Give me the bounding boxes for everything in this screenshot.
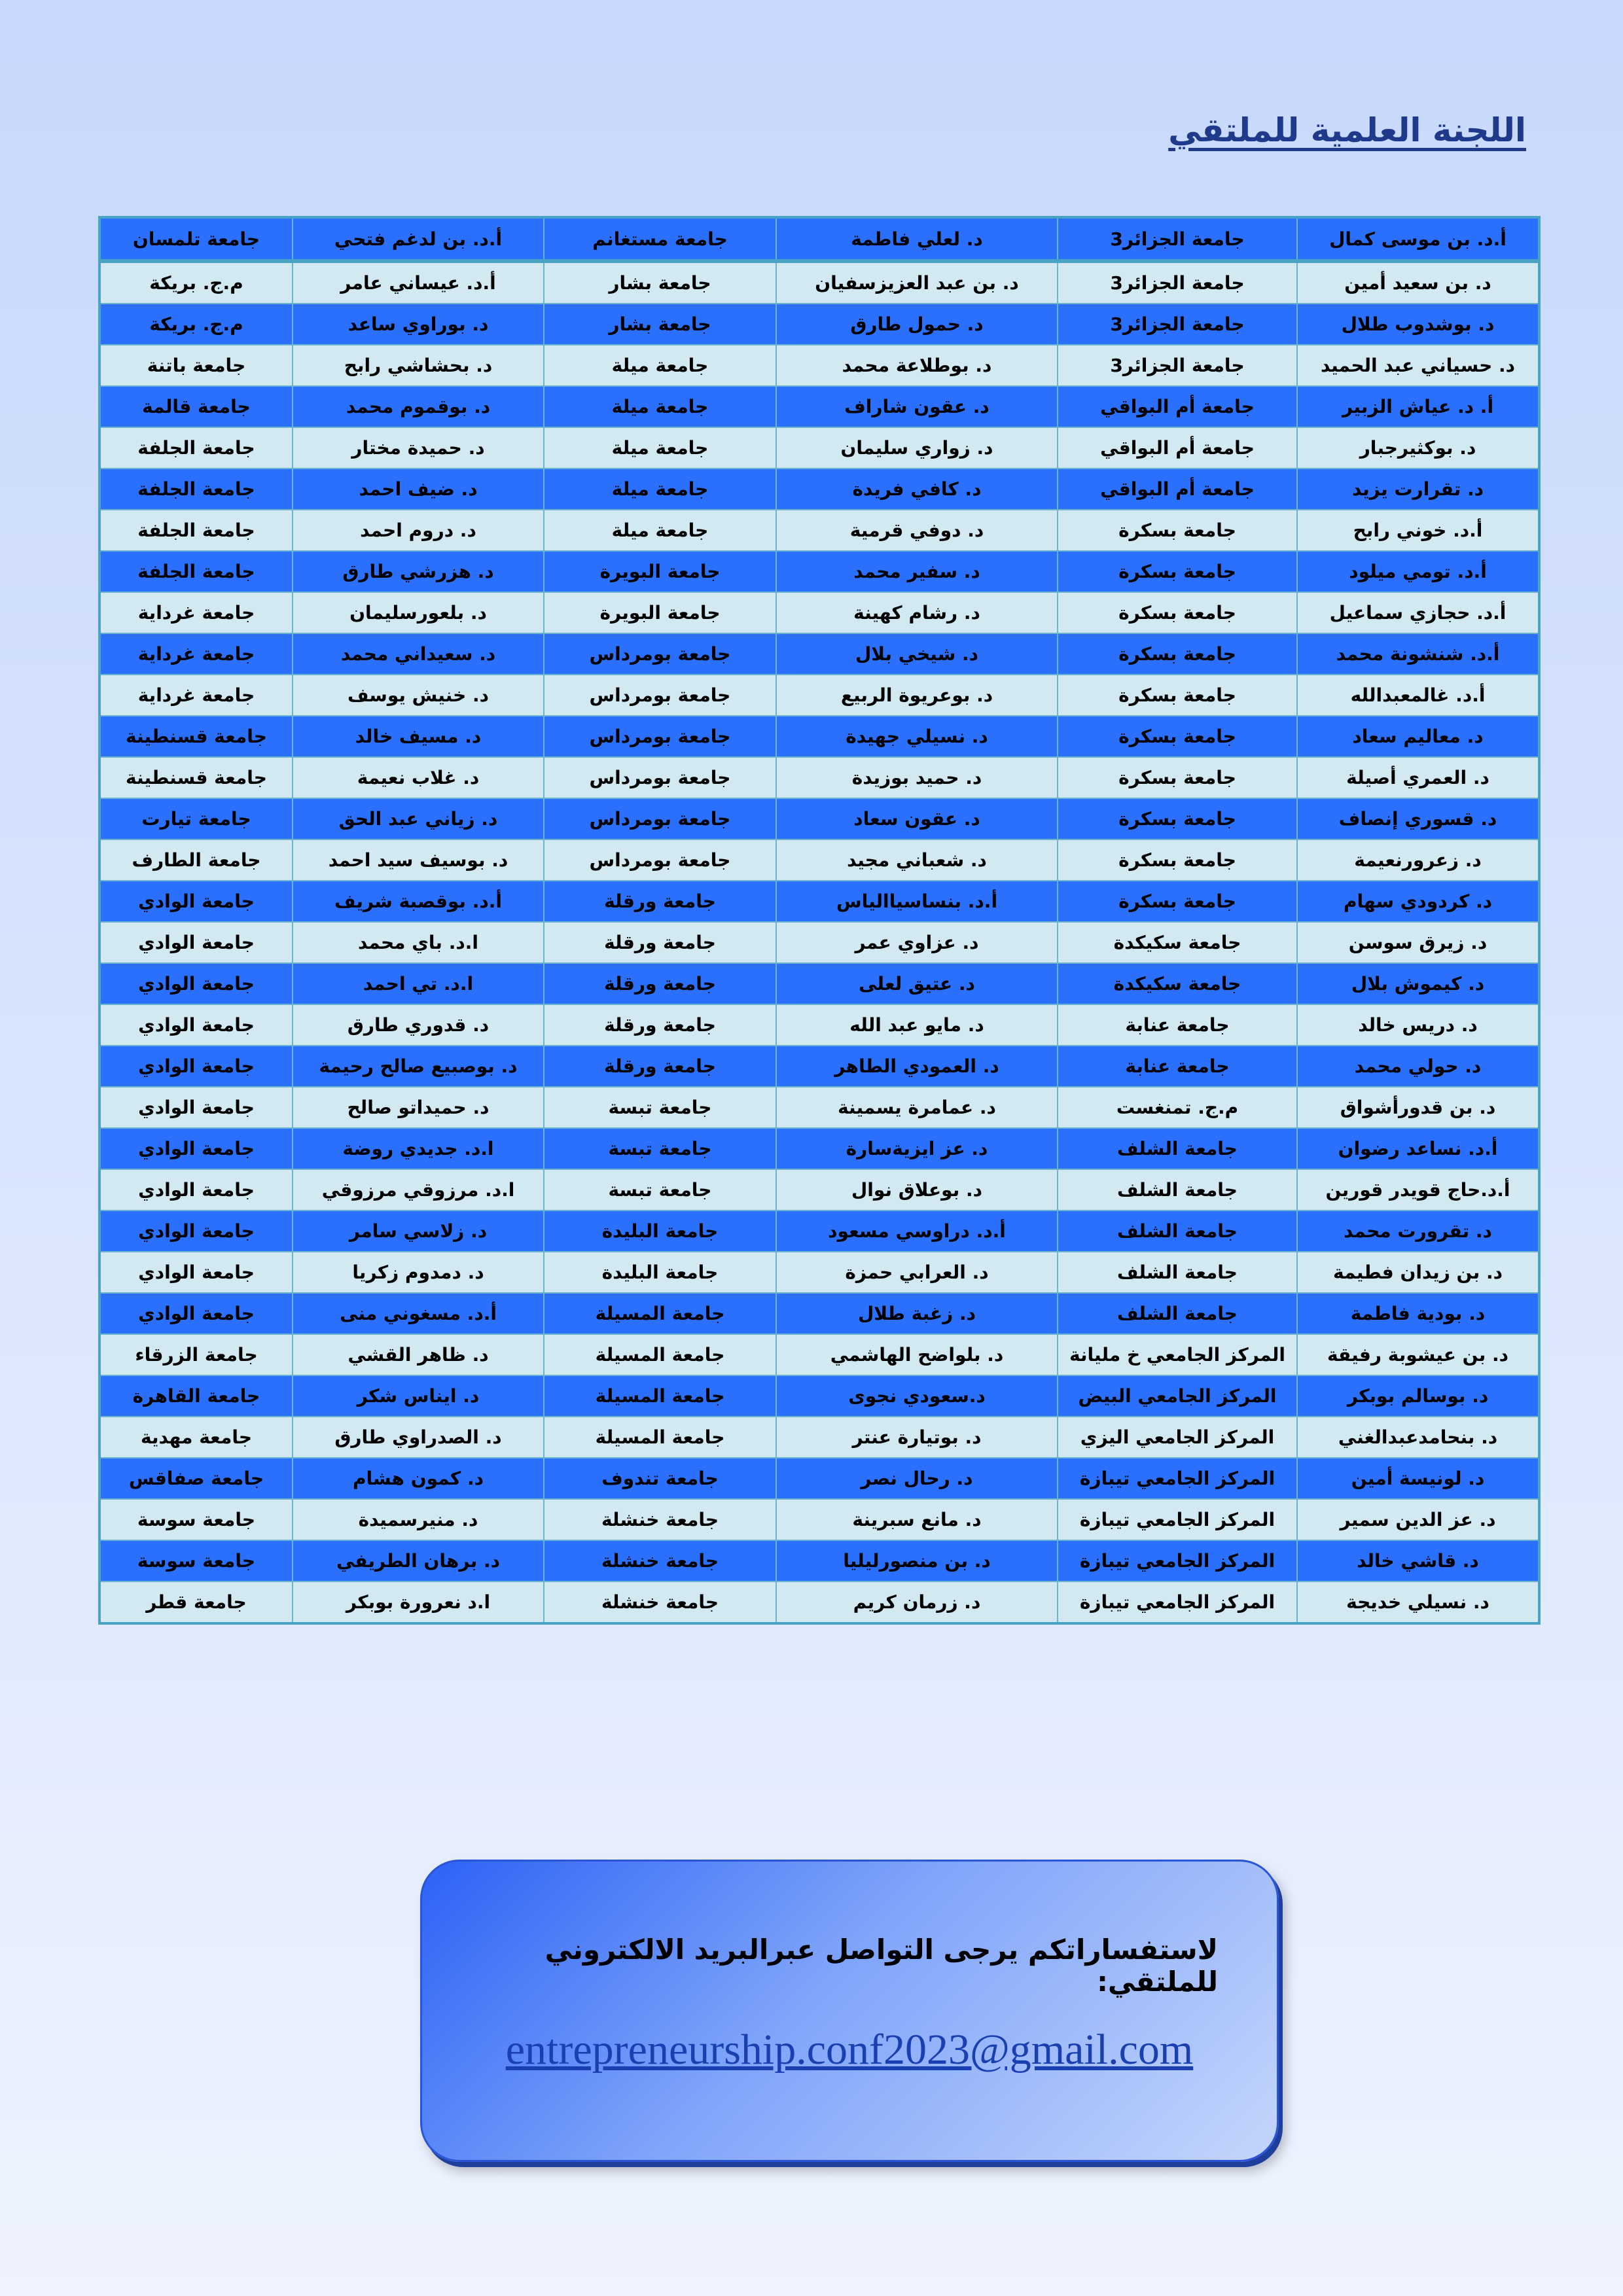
- member-name-cell: د. حميداتو صالح: [293, 1087, 544, 1128]
- member-name-cell: د. بوعلاق نوال: [776, 1169, 1058, 1210]
- table-row: [99, 1375, 1539, 1417]
- table-row: [99, 1252, 1539, 1293]
- affiliation-cell: المركز الجامعي اليزي: [1058, 1417, 1297, 1458]
- member-name-cell: د. دريس خالد: [1297, 1004, 1539, 1046]
- member-name-cell: د. قسوري إنصاف: [1297, 798, 1539, 839]
- affiliation-cell: جامعة ميلة: [544, 386, 776, 427]
- affiliation-cell: جامعة قالمة: [99, 386, 293, 427]
- affiliation-cell: جامعة البويرة: [544, 592, 776, 633]
- member-name-cell: د. بوكثيرجبار: [1297, 427, 1539, 468]
- affiliation-cell: جامعة بسكرة: [1058, 881, 1297, 922]
- table-row: [99, 675, 1539, 716]
- member-name-cell: د. خنيش يوسف: [293, 675, 544, 716]
- member-name-cell: د. زواري سليمان: [776, 427, 1058, 468]
- affiliation-cell: جامعة الوادي: [99, 1128, 293, 1169]
- member-name-cell: د. زغبة طلال: [776, 1293, 1058, 1334]
- member-name-cell: د. تقرورت محمد: [1297, 1210, 1539, 1252]
- member-name-cell: د. كيموش بلال: [1297, 963, 1539, 1004]
- affiliation-cell: جامعة الجزائر3: [1058, 304, 1297, 345]
- member-name-cell: د. بوسالم بوبكر: [1297, 1375, 1539, 1417]
- member-name-cell: أ.د. عيساني عامر: [293, 261, 544, 304]
- table-row: [99, 881, 1539, 922]
- affiliation-cell: جامعة بسكرة: [1058, 551, 1297, 592]
- table-row: [99, 963, 1539, 1004]
- affiliation-cell: جامعة الوادي: [99, 1087, 293, 1128]
- member-name-cell: د. عزاوي عمر: [776, 922, 1058, 963]
- member-name-cell: د. برهان الطريفي: [293, 1540, 544, 1581]
- table-row: [99, 1004, 1539, 1046]
- affiliation-cell: جامعة أم البواقي: [1058, 427, 1297, 468]
- member-name-cell: د. زيرق سوسن: [1297, 922, 1539, 963]
- affiliation-cell: جامعة غرداية: [99, 675, 293, 716]
- affiliation-cell: جامعة عنابة: [1058, 1004, 1297, 1046]
- affiliation-cell: جامعة تلمسان: [99, 217, 293, 261]
- member-name-cell: د. تقرارت يزيد: [1297, 468, 1539, 510]
- member-name-cell: د. بن قدورأشواق: [1297, 1087, 1539, 1128]
- member-name-cell: د. زعرورنعيمة: [1297, 839, 1539, 881]
- affiliation-cell: جامعة بشار: [544, 261, 776, 304]
- member-name-cell: د. العمري أصيلة: [1297, 757, 1539, 798]
- affiliation-cell: جامعة ميلة: [544, 427, 776, 468]
- member-name-cell: ا.د. باي محمد: [293, 922, 544, 963]
- member-name-cell: د. شعباني مجيد: [776, 839, 1058, 881]
- member-name-cell: د. عز الدين سمير: [1297, 1499, 1539, 1540]
- member-name-cell: أ.د.حاج قويدر قورين: [1297, 1169, 1539, 1210]
- member-name-cell: د. منيرسميدة: [293, 1499, 544, 1540]
- member-name-cell: د. رشام كهينة: [776, 592, 1058, 633]
- affiliation-cell: جامعة ورقلة: [544, 1004, 776, 1046]
- table-row: [99, 510, 1539, 551]
- table-row: [99, 1128, 1539, 1169]
- table-row: [99, 1458, 1539, 1499]
- member-name-cell: د. بوسيف سيد احمد: [293, 839, 544, 881]
- member-name-cell: د. قدوري طارق: [293, 1004, 544, 1046]
- affiliation-cell: جامعة غرداية: [99, 633, 293, 675]
- affiliation-cell: جامعة الجلفة: [99, 427, 293, 468]
- affiliation-cell: جامعة تبسة: [544, 1169, 776, 1210]
- scientific-committee-table: [98, 216, 1541, 1625]
- table-header-row: [99, 217, 1539, 261]
- affiliation-cell: جامعة المسيلة: [544, 1334, 776, 1375]
- affiliation-cell: المركز الجامعي تيبازة: [1058, 1581, 1297, 1623]
- affiliation-cell: جامعة قطر: [99, 1581, 293, 1623]
- member-name-cell: د. بوطلاعة محمد: [776, 345, 1058, 386]
- affiliation-cell: جامعة قسنطينة: [99, 716, 293, 757]
- affiliation-cell: جامعة الشلف: [1058, 1169, 1297, 1210]
- member-name-cell: د. بوشدوب طلال: [1297, 304, 1539, 345]
- affiliation-cell: جامعة الوادي: [99, 1004, 293, 1046]
- table-row: [99, 1499, 1539, 1540]
- affiliation-cell: م.ج. بريكة: [99, 261, 293, 304]
- member-name-cell: د. سفير محمد: [776, 551, 1058, 592]
- affiliation-cell: جامعة سكيكدة: [1058, 922, 1297, 963]
- affiliation-cell: جامعة تندوف: [544, 1458, 776, 1499]
- affiliation-cell: جامعة باتنة: [99, 345, 293, 386]
- member-name-cell: د. مسيف خالد: [293, 716, 544, 757]
- affiliation-cell: جامعة الوادي: [99, 922, 293, 963]
- member-name-cell: أ.د. بنساسياالياس: [776, 881, 1058, 922]
- member-name-cell: د. عتيق لعلى: [776, 963, 1058, 1004]
- member-name-cell: أ.د. غالمعبدالله: [1297, 675, 1539, 716]
- table-row: [99, 1169, 1539, 1210]
- member-name-cell: د. العمودي الطاهر: [776, 1046, 1058, 1087]
- member-name-cell: د. حميد بوزيدة: [776, 757, 1058, 798]
- affiliation-cell: جامعة الجزائر3: [1058, 217, 1297, 261]
- affiliation-cell: جامعة عنابة: [1058, 1046, 1297, 1087]
- member-name-cell: د. لونيسة أمين: [1297, 1458, 1539, 1499]
- member-name-cell: ا.د. جديدي روضة: [293, 1128, 544, 1169]
- affiliation-cell: جامعة تبسة: [544, 1128, 776, 1169]
- member-name-cell: د. بنحامدعبدالغني: [1297, 1417, 1539, 1458]
- table-row: [99, 386, 1539, 427]
- member-name-cell: د. زياني عبد الحق: [293, 798, 544, 839]
- member-name-cell: د. كردودي سهام: [1297, 881, 1539, 922]
- affiliation-cell: جامعة الشلف: [1058, 1128, 1297, 1169]
- affiliation-cell: جامعة الوادي: [99, 1293, 293, 1334]
- table-row: [99, 1581, 1539, 1623]
- member-name-cell: د. بوصبيع صالح رحيمة: [293, 1046, 544, 1087]
- member-name-cell: د. حميدة مختار: [293, 427, 544, 468]
- member-name-cell: د. نسيلي خديجة: [1297, 1581, 1539, 1623]
- member-name-cell: د. العرابي حمزة: [776, 1252, 1058, 1293]
- member-name-cell: د. بوقموم محمد: [293, 386, 544, 427]
- table-row: [99, 1417, 1539, 1458]
- affiliation-cell: جامعة الوادي: [99, 1210, 293, 1252]
- affiliation-cell: جامعة تيارت: [99, 798, 293, 839]
- affiliation-cell: جامعة بومرداس: [544, 633, 776, 675]
- member-name-cell: أ.د. تومي ميلود: [1297, 551, 1539, 592]
- member-name-cell: أ.د. نساعد رضوان: [1297, 1128, 1539, 1169]
- affiliation-cell: جامعة ورقلة: [544, 1046, 776, 1087]
- affiliation-cell: جامعة القاهرة: [99, 1375, 293, 1417]
- affiliation-cell: جامعة ورقلة: [544, 963, 776, 1004]
- affiliation-cell: جامعة سوسة: [99, 1540, 293, 1581]
- affiliation-cell: جامعة بسكرة: [1058, 633, 1297, 675]
- table-row: [99, 757, 1539, 798]
- contact-text: لاستفساراتكم يرجى التواصل عبرالبريد الالكتروني للملتقي:: [544, 1934, 1218, 1998]
- page-title: اللجنة العلمية للملتقي: [1168, 111, 1526, 149]
- member-name-cell: د. بن زيدان فطيمة: [1297, 1252, 1539, 1293]
- member-name-cell: د. شيخي بلال: [776, 633, 1058, 675]
- affiliation-cell: جامعة الوادي: [99, 1252, 293, 1293]
- affiliation-cell: جامعة الشلف: [1058, 1210, 1297, 1252]
- member-name-cell: د. قاشي خالد: [1297, 1540, 1539, 1581]
- table-row: [99, 1087, 1539, 1128]
- member-name-cell: د. حولي محمد: [1297, 1046, 1539, 1087]
- member-name-cell: د. عقون سعاد: [776, 798, 1058, 839]
- member-name-cell: د. دمدوم زكريا: [293, 1252, 544, 1293]
- affiliation-cell: جامعة الجلفة: [99, 551, 293, 592]
- member-name-cell: د. ظاهر القشي: [293, 1334, 544, 1375]
- affiliation-cell: جامعة الوادي: [99, 1046, 293, 1087]
- affiliation-cell: جامعة غرداية: [99, 592, 293, 633]
- affiliation-cell: جامعة الزرقاء: [99, 1334, 293, 1375]
- affiliation-cell: جامعة خنشلة: [544, 1581, 776, 1623]
- affiliation-cell: جامعة البليدة: [544, 1252, 776, 1293]
- affiliation-cell: جامعة الطارف: [99, 839, 293, 881]
- member-name-cell: د. مايو عبد الله: [776, 1004, 1058, 1046]
- table-row: [99, 1046, 1539, 1087]
- member-name-cell: د. كافي فريدة: [776, 468, 1058, 510]
- member-name-cell: د. نسيلي جهيدة: [776, 716, 1058, 757]
- affiliation-cell: جامعة بومرداس: [544, 757, 776, 798]
- member-name-cell: د. حسياني عبد الحميد: [1297, 345, 1539, 386]
- table-row: [99, 427, 1539, 468]
- affiliation-cell: جامعة بسكرة: [1058, 798, 1297, 839]
- affiliation-cell: جامعة البويرة: [544, 551, 776, 592]
- affiliation-cell: جامعة بسكرة: [1058, 510, 1297, 551]
- member-name-cell: د. بن سعيد أمين: [1297, 261, 1539, 304]
- member-name-cell: د. بودية فاطمة: [1297, 1293, 1539, 1334]
- member-name-cell: د. سعيداني محمد: [293, 633, 544, 675]
- member-name-cell: أ.د. بن موسى كمال: [1297, 217, 1539, 261]
- member-name-cell: د. بن عيشوبة رفيقة: [1297, 1334, 1539, 1375]
- member-name-cell: د. زرمان كريم: [776, 1581, 1058, 1623]
- affiliation-cell: جامعة بسكرة: [1058, 839, 1297, 881]
- affiliation-cell: جامعة بسكرة: [1058, 592, 1297, 633]
- affiliation-cell: جامعة ميلة: [544, 468, 776, 510]
- affiliation-cell: جامعة صفاقس: [99, 1458, 293, 1499]
- affiliation-cell: جامعة بومرداس: [544, 798, 776, 839]
- affiliation-cell: جامعة ورقلة: [544, 881, 776, 922]
- member-name-cell: د. بلواضح الهاشمي: [776, 1334, 1058, 1375]
- member-name-cell: د. عقون شاراف: [776, 386, 1058, 427]
- affiliation-cell: جامعة بسكرة: [1058, 757, 1297, 798]
- affiliation-cell: جامعة بسكرة: [1058, 675, 1297, 716]
- member-name-cell: د. مانع سبرينة: [776, 1499, 1058, 1540]
- member-name-cell: د. كمون هشام: [293, 1458, 544, 1499]
- member-name-cell: أ. د. عياش الزبير: [1297, 386, 1539, 427]
- member-name-cell: د. الصدراوي طارق: [293, 1417, 544, 1458]
- member-name-cell: د. عمامرة يسمينة: [776, 1087, 1058, 1128]
- member-name-cell: أ.د. دراوسي مسعود: [776, 1210, 1058, 1252]
- table-row: [99, 551, 1539, 592]
- affiliation-cell: جامعة سكيكدة: [1058, 963, 1297, 1004]
- affiliation-cell: جامعة بومرداس: [544, 716, 776, 757]
- contact-email-link[interactable]: entrepreneurship.conf2023@gmail.com: [505, 2026, 1194, 2074]
- affiliation-cell: جامعة ميلة: [544, 345, 776, 386]
- table-row: [99, 633, 1539, 675]
- table-row: [99, 1293, 1539, 1334]
- affiliation-cell: م.ج. تمنغست: [1058, 1087, 1297, 1128]
- affiliation-cell: جامعة تبسة: [544, 1087, 776, 1128]
- member-name-cell: د. هزرشي طارق: [293, 551, 544, 592]
- affiliation-cell: جامعة خنشلة: [544, 1540, 776, 1581]
- affiliation-cell: جامعة أم البواقي: [1058, 386, 1297, 427]
- member-name-cell: د. معاليم سعاد: [1297, 716, 1539, 757]
- affiliation-cell: جامعة الشلف: [1058, 1293, 1297, 1334]
- member-name-cell: د. غلاب نعيمة: [293, 757, 544, 798]
- member-name-cell: أ.د. بن لدغم فتحي: [293, 217, 544, 261]
- member-name-cell: أ.د. مسغوني منى: [293, 1293, 544, 1334]
- affiliation-cell: جامعة أم البواقي: [1058, 468, 1297, 510]
- affiliation-cell: جامعة المسيلة: [544, 1293, 776, 1334]
- table-row: [99, 1334, 1539, 1375]
- member-name-cell: د. ايناس شكر: [293, 1375, 544, 1417]
- affiliation-cell: جامعة الجلفة: [99, 510, 293, 551]
- affiliation-cell: جامعة سوسة: [99, 1499, 293, 1540]
- affiliation-cell: جامعة مستغانم: [544, 217, 776, 261]
- member-name-cell: د. زلاسي سامر: [293, 1210, 544, 1252]
- affiliation-cell: جامعة بشار: [544, 304, 776, 345]
- member-name-cell: د. بوعريوة الربيع: [776, 675, 1058, 716]
- member-name-cell: أ.د. خوني رابح: [1297, 510, 1539, 551]
- table-row: [99, 304, 1539, 345]
- member-name-cell: د. بحشاشي رابح: [293, 345, 544, 386]
- member-name-cell: د. بوتيارة عنتر: [776, 1417, 1058, 1458]
- member-name-cell: أ.د. بوقصبة شريف: [293, 881, 544, 922]
- affiliation-cell: جامعة الشلف: [1058, 1252, 1297, 1293]
- table-row: [99, 798, 1539, 839]
- member-name-cell: د. بوراوي ساعد: [293, 304, 544, 345]
- affiliation-cell: المركز الجامعي خ مليانة: [1058, 1334, 1297, 1375]
- table-row: [99, 1210, 1539, 1252]
- affiliation-cell: المركز الجامعي البيض: [1058, 1375, 1297, 1417]
- table-row: [99, 922, 1539, 963]
- affiliation-cell: المركز الجامعي تيبازة: [1058, 1499, 1297, 1540]
- member-name-cell: د. بن منصورليليا: [776, 1540, 1058, 1581]
- member-name-cell: د. بلعورسليمان: [293, 592, 544, 633]
- member-name-cell: د. رحال نصر: [776, 1458, 1058, 1499]
- member-name-cell: أ.د. حجازي سماعيل: [1297, 592, 1539, 633]
- affiliation-cell: جامعة ميلة: [544, 510, 776, 551]
- table-row: [99, 261, 1539, 304]
- member-name-cell: د. عز ايزيةسارة: [776, 1128, 1058, 1169]
- affiliation-cell: جامعة خنشلة: [544, 1499, 776, 1540]
- affiliation-cell: جامعة الجزائر3: [1058, 261, 1297, 304]
- member-name-cell: د. دروم احمد: [293, 510, 544, 551]
- affiliation-cell: جامعة بسكرة: [1058, 716, 1297, 757]
- affiliation-cell: المركز الجامعي تيبازة: [1058, 1458, 1297, 1499]
- affiliation-cell: المركز الجامعي تيبازة: [1058, 1540, 1297, 1581]
- affiliation-cell: جامعة الجزائر3: [1058, 345, 1297, 386]
- affiliation-cell: م.ج. بريكة: [99, 304, 293, 345]
- member-name-cell: ا.د نعرورة بوبكر: [293, 1581, 544, 1623]
- member-name-cell: د.سعودي نجوى: [776, 1375, 1058, 1417]
- affiliation-cell: جامعة الوادي: [99, 1169, 293, 1210]
- member-name-cell: د. لعلي فاطمة: [776, 217, 1058, 261]
- affiliation-cell: جامعة الوادي: [99, 881, 293, 922]
- affiliation-cell: جامعة البليدة: [544, 1210, 776, 1252]
- affiliation-cell: جامعة المسيلة: [544, 1375, 776, 1417]
- table-row: [99, 839, 1539, 881]
- affiliation-cell: جامعة المسيلة: [544, 1417, 776, 1458]
- affiliation-cell: جامعة بومرداس: [544, 839, 776, 881]
- table-row: [99, 592, 1539, 633]
- member-name-cell: ا.د. مرزوقي مرزوقي: [293, 1169, 544, 1210]
- table-row: [99, 345, 1539, 386]
- affiliation-cell: جامعة الوادي: [99, 963, 293, 1004]
- affiliation-cell: جامعة الجلفة: [99, 468, 293, 510]
- member-name-cell: أ.د. شنشونة محمد: [1297, 633, 1539, 675]
- affiliation-cell: جامعة ورقلة: [544, 922, 776, 963]
- table-row: [99, 716, 1539, 757]
- member-name-cell: د. دوفي قرمية: [776, 510, 1058, 551]
- member-name-cell: ا.د. تي احمد: [293, 963, 544, 1004]
- member-name-cell: د. حمول طارق: [776, 304, 1058, 345]
- contact-box: [420, 1860, 1279, 2162]
- affiliation-cell: جامعة بومرداس: [544, 675, 776, 716]
- table-row: [99, 468, 1539, 510]
- affiliation-cell: جامعة قسنطينة: [99, 757, 293, 798]
- table-row: [99, 1540, 1539, 1581]
- member-name-cell: د. ضيف احمد: [293, 468, 544, 510]
- member-name-cell: د. بن عبد العزيزسفيان: [776, 261, 1058, 304]
- affiliation-cell: جامعة مهدية: [99, 1417, 293, 1458]
